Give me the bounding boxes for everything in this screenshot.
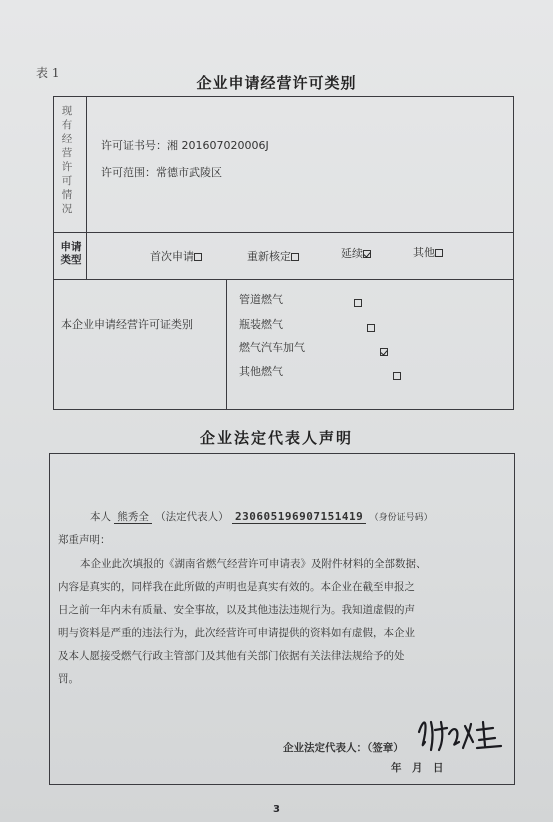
option-reassessment[interactable]: 重新核定 <box>247 248 299 264</box>
checkbox-first-application[interactable] <box>194 253 202 261</box>
checkbox-renewal[interactable] <box>363 250 371 258</box>
license-label-char: 有 <box>61 119 73 131</box>
license-label-char: 况 <box>61 203 73 215</box>
license-status-label <box>56 104 78 216</box>
declarant-name: 熊秀全 <box>114 511 152 524</box>
license-label-char: 情 <box>61 189 73 201</box>
license-label-char: 经 <box>61 133 73 145</box>
checkbox-bottled-gas[interactable] <box>367 324 375 332</box>
declarant-line: 本人 熊秀全 （法定代表人） 230605196907151419 （身份证号码） <box>90 510 433 523</box>
checkbox-vehicle-refueling[interactable] <box>380 348 388 356</box>
checkbox-other-gas[interactable] <box>393 372 401 380</box>
solemn-declaration: 郑重声明： <box>58 534 111 546</box>
form-title: 企业申请经营许可类别 <box>196 74 357 92</box>
handwritten-signature <box>413 712 513 754</box>
license-label-char: 许 <box>61 161 73 173</box>
id-number: 230605196907151419 <box>232 510 366 524</box>
checkbox-other[interactable] <box>435 249 443 257</box>
signature-label: 企业法定代表人：（签章） <box>283 742 404 754</box>
option-other[interactable]: 其他 <box>413 244 443 260</box>
declaration-title: 企业法定代表人声明 <box>199 429 353 447</box>
license-label-char: 现 <box>61 105 73 117</box>
declaration-paragraph: 本企业此次填报的《湖南省燃气经营许可申请表》及附件材料的全部数据、 内容是真实的，同样我在此所做的声明也是真实有效的。本企业在截至申报之 日之前一年内未有质量、安全事故，以及其他违法违规行为。我知道虚假的声 明与资料是严重的违法行为，此次经营许可申请提供的资料如有虚假，本企业 及本人愿接受燃气行政主管部门及其他有关部门依据有关法律法规给予的处 罚。 <box>58 558 427 685</box>
table-label: 表 1 <box>36 66 60 80</box>
category-pipeline-gas: 管道燃气 <box>239 293 283 306</box>
option-renewal[interactable]: 延续 <box>341 245 371 261</box>
option-first-application[interactable]: 首次申请 <box>150 248 202 264</box>
category-other-gas: 其他燃气 <box>239 365 283 378</box>
license-label-char: 营 <box>61 147 73 159</box>
category-vehicle-refueling: 燃气汽车加气 <box>239 341 305 354</box>
checkbox-pipeline-gas[interactable] <box>354 299 362 307</box>
category-bottled-gas: 瓶装燃气 <box>239 318 283 331</box>
license-number: 许可证书号：湘 201607020006J <box>101 139 269 152</box>
checkbox-reassessment[interactable] <box>291 253 299 261</box>
page-number: 3 <box>273 804 280 815</box>
license-label-char: 可 <box>61 175 73 187</box>
license-scope: 许可范围：常德市武陵区 <box>101 166 222 179</box>
date-line: 年 月 日 <box>391 762 444 774</box>
application-type-label: 申请 类型 <box>60 241 82 266</box>
category-label: 本企业申请经营许可证类别 <box>61 318 193 331</box>
